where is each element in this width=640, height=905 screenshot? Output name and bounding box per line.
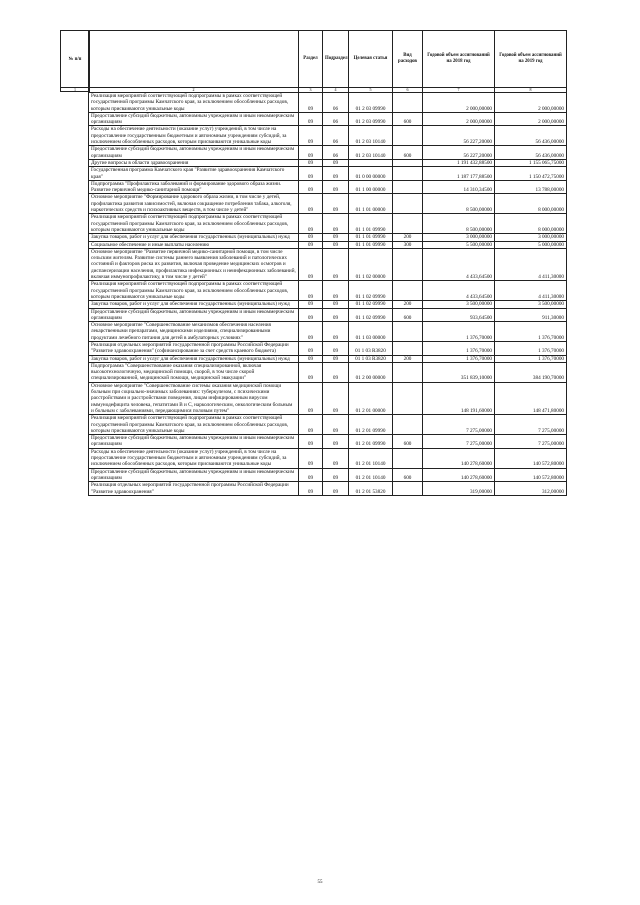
row-razdel: 09 <box>299 415 323 435</box>
row-amount-2018: 7 275,00000 <box>423 435 495 449</box>
row-celevaya-statya: 01 1 02 00000 <box>349 248 393 280</box>
row-name: Предоставление субсидий бюджетным, автономным учреждениям и иным некоммерческим организациям <box>89 468 299 482</box>
row-vid-rashodov <box>393 93 423 113</box>
row-name: Государственная программа Камчатского края "Развитие здравоохранения Камчатского края" <box>89 167 299 181</box>
budget-table <box>88 30 567 496</box>
row-name: Другие вопросы в области здравоохранения <box>89 159 299 166</box>
col-number-1: 1 <box>61 87 89 92</box>
row-amount-2019: 7 275,00000 <box>495 435 567 449</box>
row-celevaya-statya: 01 1 01 09990 <box>349 241 393 248</box>
row-amount-2019: 148 471,80000 <box>495 382 567 414</box>
row-name: Закупка товаров, работ и услуг для обеспечения государственных (муниципальных) нужд <box>89 355 299 362</box>
row-name: Предоставление субсидий бюджетным, автономным учреждениям и иным некоммерческим организациям <box>89 435 299 449</box>
row-amount-2018: 1 376,70000 <box>423 341 495 355</box>
table-row <box>89 482 567 496</box>
row-vid-rashodov: 600 <box>393 435 423 449</box>
table-row <box>89 468 567 482</box>
row-celevaya-statya: 01 1 03 R3820 <box>349 355 393 362</box>
row-podrazdel: 09 <box>323 362 349 382</box>
table-row <box>89 234 567 241</box>
row-amount-2019: 4 411,30000 <box>495 281 567 301</box>
table-row <box>89 382 567 414</box>
row-amount-2018: 140 278,60000 <box>423 468 495 482</box>
row-vid-rashodov <box>393 281 423 301</box>
row-vid-rashodov: 200 <box>393 355 423 362</box>
row-razdel: 09 <box>299 126 323 146</box>
table-row <box>89 159 567 166</box>
row-celevaya-statya: 01 2 01 53820 <box>349 482 393 496</box>
table-row <box>89 301 567 308</box>
row-podrazdel: 09 <box>323 382 349 414</box>
row-amount-2018: 2 000,00000 <box>423 93 495 113</box>
row-razdel: 09 <box>299 308 323 322</box>
row-celevaya-statya: 01 1 02 09990 <box>349 301 393 308</box>
header-celevaya-statya: Целевая статья <box>349 31 393 88</box>
row-podrazdel: 09 <box>323 234 349 241</box>
row-amount-2018: 1 376,70000 <box>423 355 495 362</box>
row-podrazdel: 06 <box>323 126 349 146</box>
row-celevaya-statya: 01 2 03 10140 <box>349 126 393 146</box>
row-amount-2019: 13 788,00000 <box>495 180 567 194</box>
row-celevaya-statya: 01 2 03 09990 <box>349 93 393 113</box>
row-amount-2018: 56 227,20000 <box>423 146 495 160</box>
row-name: Реализация мероприятий соответствующей подпрограммы в рамках соответствующей государственной программы Камчатского края, за исключением обособленных расходов, которым присваиваются уникальные коды <box>89 415 299 435</box>
row-podrazdel: 09 <box>323 194 349 214</box>
row-amount-2018: 56 227,20000 <box>423 126 495 146</box>
row-amount-2019: 3 500,00000 <box>495 301 567 308</box>
row-podrazdel: 09 <box>323 355 349 362</box>
row-name: Основное мероприятие "Развитие первичной медико-санитарной помощи, в том числе сельским жителям. Развитие системы раннего выявления заболеваний и патологических состояний и факторов риска их развития, включая проведение медицинских осмотров и диспансеризации населения, профилактика инфекционных и неинфекционных заболеваний, включая иммунопрофилактику, в том числе у детей" <box>89 248 299 280</box>
row-vid-rashodov <box>393 341 423 355</box>
row-amount-2019: 2 000,00000 <box>495 112 567 126</box>
row-razdel: 09 <box>299 355 323 362</box>
row-podrazdel: 06 <box>323 93 349 113</box>
row-celevaya-statya: 01 1 03 00000 <box>349 322 393 342</box>
col-number-8: 8 <box>495 88 567 93</box>
row-razdel: 09 <box>299 167 323 181</box>
table-row <box>89 194 567 214</box>
header-year-2019: Годовой объем ассигнований на 2019 год <box>495 31 567 88</box>
table-row <box>89 126 567 146</box>
row-amount-2018: 8 500,00000 <box>423 214 495 234</box>
row-vid-rashodov <box>393 180 423 194</box>
table-row <box>89 362 567 382</box>
row-podrazdel: 09 <box>323 322 349 342</box>
row-amount-2018: 7 275,00000 <box>423 415 495 435</box>
row-name: Расходы на обеспечение деятельности (оказание услуг) учреждений, в том числе на предоставление государственным бюджетным и автономным учреждениям субсидий, за исключением обособленных расходов, которым присваиваются уникальные коды <box>89 448 299 468</box>
col-number-3: 3 <box>299 88 323 93</box>
row-name: Основное мероприятие "Совершенствование механизмов обеспечения населения лекарственными препаратами, медицинскими изделиями, специализированными продуктами лечебного питания для детей в амбулаторных условиях" <box>89 322 299 342</box>
header-row-number: № п/п <box>68 57 82 62</box>
row-podrazdel: 09 <box>323 214 349 234</box>
header-razdel: Раздел <box>299 31 323 88</box>
row-number-column <box>60 30 90 92</box>
row-amount-2019: 4 411,30000 <box>495 248 567 280</box>
row-razdel: 09 <box>299 301 323 308</box>
row-razdel: 09 <box>299 382 323 414</box>
row-amount-2019: 1 376,70000 <box>495 355 567 362</box>
row-vid-rashodov: 600 <box>393 468 423 482</box>
row-podrazdel: 09 <box>323 180 349 194</box>
row-celevaya-statya: 01 2 01 10140 <box>349 468 393 482</box>
row-razdel: 09 <box>299 341 323 355</box>
table-row <box>89 448 567 468</box>
row-razdel: 09 <box>299 159 323 166</box>
row-amount-2018: 2 000,00000 <box>423 112 495 126</box>
row-amount-2019: 1 376,70000 <box>495 341 567 355</box>
table-row <box>89 146 567 160</box>
row-podrazdel: 09 <box>323 241 349 248</box>
row-podrazdel: 06 <box>323 112 349 126</box>
row-name: Социальное обеспечение и иные выплаты населению <box>89 241 299 248</box>
row-amount-2019: 1 155 065,75000 <box>495 159 567 166</box>
row-name: Основное мероприятие "Совершенствование системы оказания медицинской помощи больным при социально-значимых заболеваниях: туберкулезом, с психическими расстройствами и расстройствами поведения, лицам инфицированным вирусом иммунодефицита человека, гепатитами В и С, наркологическим, онкологическим больным и больным с заболеваниями, передающимися половым путем" <box>89 382 299 414</box>
row-celevaya-statya: 01 2 01 09990 <box>349 435 393 449</box>
table-row <box>89 112 567 126</box>
row-vid-rashodov <box>393 167 423 181</box>
row-vid-rashodov <box>393 382 423 414</box>
row-amount-2018: 4 433,64500 <box>423 248 495 280</box>
row-amount-2019: 3 000,00000 <box>495 234 567 241</box>
row-celevaya-statya: 01 1 01 09990 <box>349 214 393 234</box>
row-name: Расходы на обеспечение деятельности (оказание услуг) учреждений, в том числе на предоставление государственным бюджетным и автономным учреждениям субсидий, за исключением обособленных расходов, которым присваиваются уникальные коды <box>89 126 299 146</box>
row-celevaya-statya: 01 2 01 09990 <box>349 415 393 435</box>
row-amount-2019: 2 000,00000 <box>495 93 567 113</box>
row-vid-rashodov: 600 <box>393 308 423 322</box>
table-row <box>89 214 567 234</box>
row-celevaya-statya: 01 1 02 09990 <box>349 308 393 322</box>
row-celevaya-statya: 01 1 02 09990 <box>349 281 393 301</box>
row-amount-2018: 140 278,60000 <box>423 448 495 468</box>
table-row <box>89 167 567 181</box>
row-name: Реализация мероприятий соответствующей подпрограммы в рамках соответствующей государственной программы Камчатского края, за исключением обособленных расходов, которым присваиваются уникальные коды <box>89 214 299 234</box>
row-podrazdel: 09 <box>323 415 349 435</box>
row-celevaya-statya: 01 2 03 09990 <box>349 112 393 126</box>
row-amount-2018: 933,64500 <box>423 308 495 322</box>
row-razdel: 09 <box>299 234 323 241</box>
row-name: Закупка товаров, работ и услуг для обеспечения государственных (муниципальных) нужд <box>89 234 299 241</box>
row-podrazdel: 09 <box>323 308 349 322</box>
row-amount-2019: 911,30000 <box>495 308 567 322</box>
row-amount-2019: 140 572,80000 <box>495 448 567 468</box>
row-amount-2019: 56 436,00000 <box>495 126 567 146</box>
col-number-2: 2 <box>89 88 299 93</box>
col-number-4: 4 <box>323 88 349 93</box>
row-amount-2018: 3 000,00000 <box>423 234 495 241</box>
row-podrazdel: 09 <box>323 341 349 355</box>
row-podrazdel: 06 <box>323 146 349 160</box>
row-vid-rashodov: 300 <box>393 241 423 248</box>
row-amount-2019: 1 150 472,75000 <box>495 167 567 181</box>
row-name: Реализация отдельных мероприятий государственной программы Российской Федерации "Развитие здравоохранения" <box>89 482 299 496</box>
row-amount-2018: 14 310,34500 <box>423 180 495 194</box>
row-amount-2019: 384 190,70000 <box>495 362 567 382</box>
table-row <box>89 93 567 113</box>
row-razdel: 09 <box>299 214 323 234</box>
row-vid-rashodov: 600 <box>393 146 423 160</box>
row-amount-2018: 1 187 177,88500 <box>423 167 495 181</box>
row-podrazdel: 09 <box>323 301 349 308</box>
row-razdel: 09 <box>299 146 323 160</box>
col-number-5: 5 <box>349 88 393 93</box>
row-podrazdel: 09 <box>323 248 349 280</box>
row-vid-rashodov: 200 <box>393 301 423 308</box>
row-name: Предоставление субсидий бюджетным, автономным учреждениям и иным некоммерческим организациям <box>89 146 299 160</box>
table-row <box>89 241 567 248</box>
table-row <box>89 322 567 342</box>
row-name: Реализация мероприятий соответствующей подпрограммы в рамках соответствующей государственной программы Камчатского края, за исключением обособленных расходов, которым присваиваются уникальные коды <box>89 93 299 113</box>
row-amount-2018: 3 500,00000 <box>423 301 495 308</box>
row-amount-2019: 140 572,80000 <box>495 468 567 482</box>
row-razdel: 09 <box>299 194 323 214</box>
table-row <box>89 415 567 435</box>
row-celevaya-statya: 01 1 01 09990 <box>349 234 393 241</box>
row-razdel: 09 <box>299 435 323 449</box>
row-amount-2019: 7 275,00000 <box>495 415 567 435</box>
row-amount-2018: 5 500,00000 <box>423 241 495 248</box>
table-row <box>89 355 567 362</box>
table-row <box>89 308 567 322</box>
row-razdel: 09 <box>299 362 323 382</box>
row-vid-rashodov <box>393 482 423 496</box>
row-vid-rashodov <box>393 362 423 382</box>
row-amount-2018: 8 500,00000 <box>423 194 495 214</box>
table-row <box>89 248 567 280</box>
row-amount-2019: 8 000,00000 <box>495 194 567 214</box>
row-celevaya-statya <box>349 159 393 166</box>
row-vid-rashodov <box>393 214 423 234</box>
row-vid-rashodov <box>393 194 423 214</box>
row-celevaya-statya: 01 2 01 00000 <box>349 382 393 414</box>
row-celevaya-statya: 01 2 01 10140 <box>349 448 393 468</box>
header-year-2018: Годовой объем ассигнований на 2018 год <box>423 31 495 88</box>
row-amount-2018: 1 191 432,88500 <box>423 159 495 166</box>
row-amount-2019: 56 436,00000 <box>495 146 567 160</box>
table-row <box>89 341 567 355</box>
row-celevaya-statya: 01 1 03 R3820 <box>349 341 393 355</box>
table-row <box>89 435 567 449</box>
row-razdel: 09 <box>299 482 323 496</box>
row-vid-rashodov: 200 <box>393 234 423 241</box>
row-celevaya-statya: 01 1 00 00000 <box>349 180 393 194</box>
row-name: Предоставление субсидий бюджетным, автономным учреждениям и иным некоммерческим организациям <box>89 308 299 322</box>
table-row <box>89 180 567 194</box>
table-row <box>89 281 567 301</box>
row-podrazdel: 09 <box>323 435 349 449</box>
row-name: Реализация отдельных мероприятий государственной программы Российской Федерации "Развитие здравоохранения" (софинансирование за счет средств краевого бюджета) <box>89 341 299 355</box>
row-razdel: 09 <box>299 241 323 248</box>
row-name: Предоставление субсидий бюджетным, автономным учреждениям и иным некоммерческим организациям <box>89 112 299 126</box>
row-podrazdel: 09 <box>323 159 349 166</box>
row-razdel: 09 <box>299 448 323 468</box>
budget-table-sheet <box>88 30 566 496</box>
row-podrazdel: 09 <box>323 482 349 496</box>
row-name: Реализация мероприятий соответствующей подпрограммы в рамках соответствующей государственной программы Камчатского края, за исключением обособленных расходов, которым присваиваются уникальные коды <box>89 281 299 301</box>
row-razdel: 09 <box>299 281 323 301</box>
row-amount-2018: 319,00000 <box>423 482 495 496</box>
row-amount-2019: 8 000,00000 <box>495 214 567 234</box>
row-amount-2019: 1 376,70000 <box>495 322 567 342</box>
row-amount-2018: 351 839,10000 <box>423 362 495 382</box>
row-razdel: 09 <box>299 112 323 126</box>
row-name: Закупка товаров, работ и услуг для обеспечения государственных (муниципальных) нужд <box>89 301 299 308</box>
row-razdel: 09 <box>299 468 323 482</box>
row-razdel: 09 <box>299 322 323 342</box>
row-podrazdel: 09 <box>323 468 349 482</box>
col-number-6: 6 <box>393 88 423 93</box>
row-celevaya-statya: 01 1 01 00000 <box>349 194 393 214</box>
row-celevaya-statya: 01 0 00 00000 <box>349 167 393 181</box>
header-podrazdel: Подраздел <box>323 31 349 88</box>
row-razdel: 09 <box>299 180 323 194</box>
row-vid-rashodov <box>393 448 423 468</box>
row-amount-2018: 4 433,64500 <box>423 281 495 301</box>
row-podrazdel: 09 <box>323 281 349 301</box>
row-vid-rashodov <box>393 415 423 435</box>
header-vid-rashodov: Вид расходов <box>393 31 423 88</box>
row-vid-rashodov <box>393 159 423 166</box>
table-header <box>89 31 567 93</box>
header-name <box>89 31 299 88</box>
page-number: 55 <box>317 880 323 885</box>
row-name: Подпрограмма "Профилактика заболеваний и формирование здорового образа жизни. Развитие первичной медико-санитарной помощи" <box>89 180 299 194</box>
row-vid-rashodov <box>393 126 423 146</box>
row-amount-2018: 148 191,60000 <box>423 382 495 414</box>
row-celevaya-statya: 01 2 03 10140 <box>349 146 393 160</box>
row-name: Основное мероприятие "Формирование здорового образа жизни, в том числе у детей, профилактика развития зависимостей, включая сокращение потребления табака, алкоголя, наркотических средств и психоактивных веществ, в том числе у детей" <box>89 194 299 214</box>
row-vid-rashodov <box>393 322 423 342</box>
row-vid-rashodov: 600 <box>393 112 423 126</box>
row-vid-rashodov <box>393 248 423 280</box>
row-podrazdel: 09 <box>323 448 349 468</box>
row-amount-2019: 5 000,00000 <box>495 241 567 248</box>
col-number-7: 7 <box>423 88 495 93</box>
table-body <box>89 93 567 496</box>
row-amount-2018: 1 376,70000 <box>423 322 495 342</box>
row-amount-2019: 312,00000 <box>495 482 567 496</box>
row-razdel: 09 <box>299 248 323 280</box>
row-razdel: 09 <box>299 93 323 113</box>
row-celevaya-statya: 01 2 00 00000 <box>349 362 393 382</box>
row-podrazdel: 09 <box>323 167 349 181</box>
row-name: Подпрограмма "Совершенствование оказания специализированной, включая высокотехнологичную, медицинской помощи, скорой, в том числе скорой специализированной, медицинской помощи, медицинской эвакуации" <box>89 362 299 382</box>
